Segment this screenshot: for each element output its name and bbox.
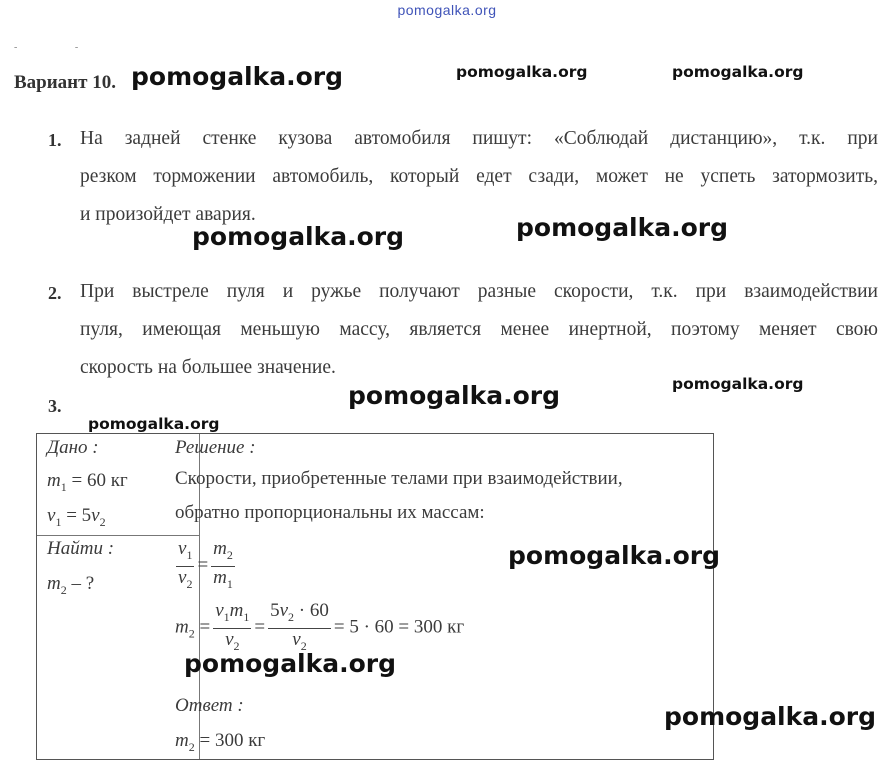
text-line: На задней стенке кузова автомобиля пишут: «Соблюдай дистанцию», т.к. при bbox=[80, 128, 878, 149]
watermark-text: pomogalka.org bbox=[88, 415, 220, 433]
text-line: При выстреле пуля и ружье получают разные скорости, т.к. при взаимодействии bbox=[80, 281, 878, 302]
calculation-result: = 5 · 60 = 300 кг bbox=[333, 616, 465, 638]
watermark-text: pomogalka.org bbox=[508, 541, 721, 570]
text-line: скорость на большее значение. bbox=[80, 357, 336, 378]
ratio-formula: $\frac{v_1}{v_2}$ = $\frac{m_2}{m_1}$ bbox=[178, 538, 233, 591]
watermark-text: pomogalka.org bbox=[131, 62, 344, 91]
item-text bbox=[80, 120, 878, 234]
solution-label: Решение : bbox=[175, 437, 256, 458]
item-text bbox=[80, 273, 878, 387]
top-watermark: pomogalka.org bbox=[397, 2, 497, 18]
find-m2: $m_2$ – ? bbox=[47, 573, 95, 597]
answer-value-text: = 300 кг bbox=[199, 730, 266, 751]
watermark-text: pomogalka.org bbox=[192, 222, 405, 251]
watermark-text: pomogalka.org bbox=[516, 213, 729, 242]
find-m2-value: – ? bbox=[71, 573, 95, 594]
scan-mark: - - bbox=[14, 42, 79, 53]
calculation-formula: $m_2$ = $\frac{v_1m_1}{v_2}$ = $\frac{5v_2 \cdot 60}{v_2}$ = 5 · 60 = 300 кг bbox=[175, 600, 465, 653]
watermark-text: pomogalka.org bbox=[672, 375, 804, 393]
item-number: 1. bbox=[48, 130, 62, 150]
answer-label: Ответ : bbox=[175, 695, 244, 716]
given-m1-value: = 60 кг bbox=[71, 470, 128, 491]
given-label: Дано : bbox=[47, 437, 99, 458]
watermark-text: pomogalka.org bbox=[664, 702, 877, 731]
item-number: 2. bbox=[48, 283, 62, 303]
item-number: 3. bbox=[48, 396, 62, 416]
solution-line: обратно пропорциональны их массам: bbox=[175, 502, 485, 523]
watermark-text: pomogalka.org bbox=[672, 63, 804, 81]
answer-value: $m_2 = 300$ кг bbox=[175, 730, 266, 754]
solution-table bbox=[36, 433, 714, 760]
text-line: и произойдет авария. bbox=[80, 204, 256, 225]
watermark-text: pomogalka.org bbox=[456, 63, 588, 81]
given-m1: $m_1 = 60$ кг bbox=[47, 470, 128, 494]
watermark-text: pomogalka.org bbox=[348, 381, 561, 410]
solution-line: Скорости, приобретенные телами при взаимодействии, bbox=[175, 468, 623, 489]
variant-heading: Вариант 10. bbox=[14, 72, 116, 93]
text-line: пуля, имеющая меньшую массу, является менее инертной, поэтому меняет свою bbox=[80, 319, 878, 340]
find-label: Найти : bbox=[47, 538, 115, 559]
watermark-text: pomogalka.org bbox=[184, 649, 397, 678]
given-v1-value: = 5 bbox=[66, 505, 92, 526]
given-v1: $v_1 = 5v_2$ bbox=[47, 505, 106, 529]
text-line: резком торможении автомобиль, который едет сзади, может не успеть затормозить, bbox=[80, 166, 878, 187]
table-divider-horizontal bbox=[37, 535, 199, 536]
